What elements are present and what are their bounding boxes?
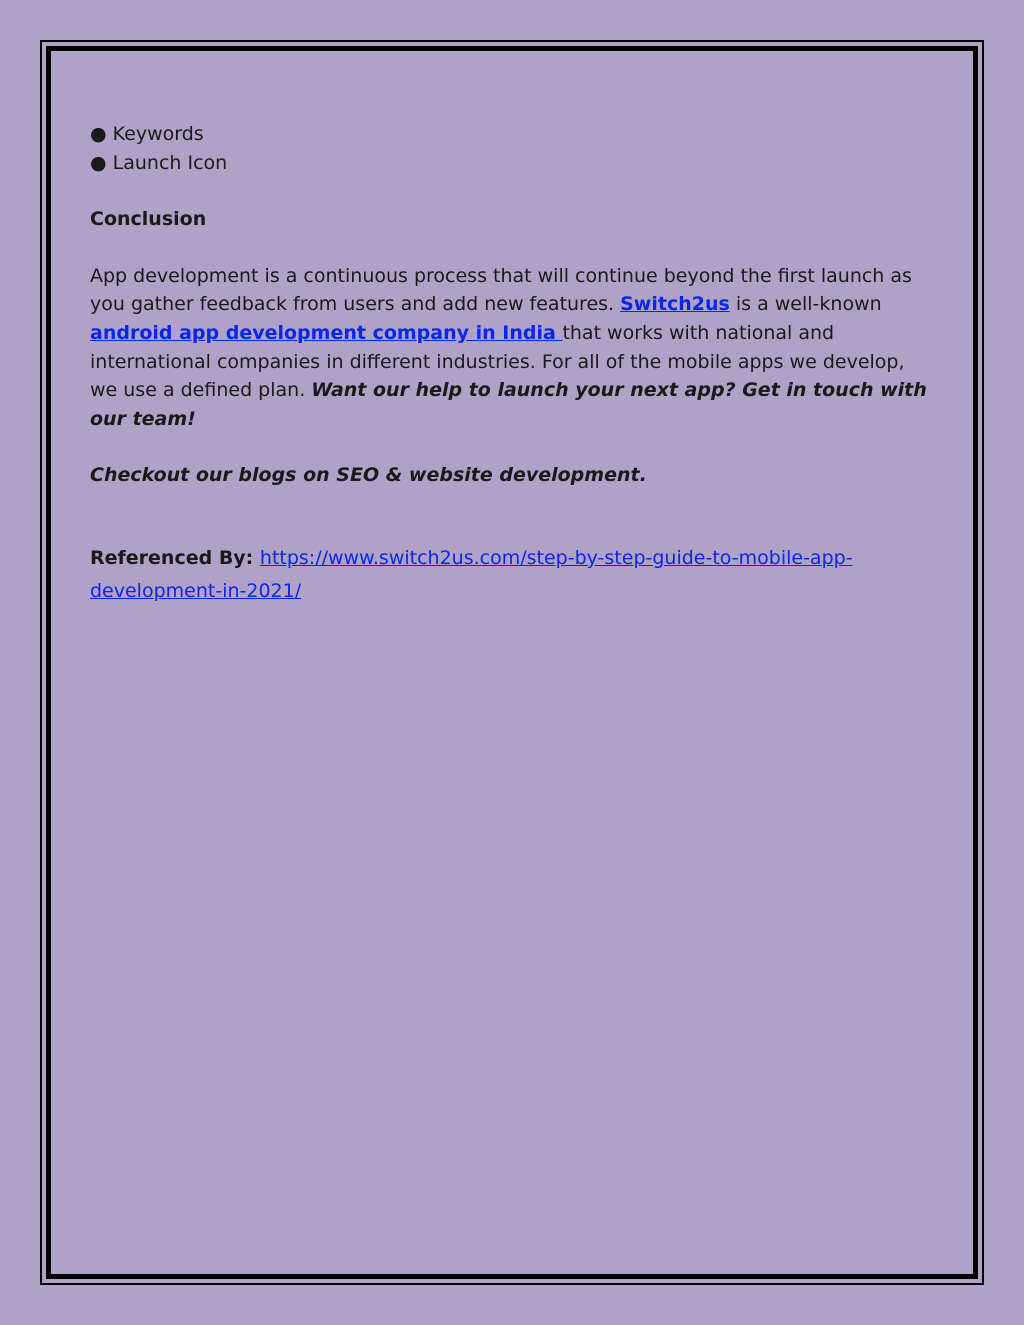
bullet-icon: ● <box>90 151 107 174</box>
conclusion-text-1: App development is a continuous process that will continue beyond the first launch as you gather feedback from users and add new features. <box>90 264 912 316</box>
document-body <box>90 120 930 608</box>
bullet-icon: ● <box>90 123 107 145</box>
reference-url-link[interactable]: https://www.switch2us.com/step-by-step-guide-to-mobile-app-development-in-2021/ <box>90 546 853 602</box>
reference-label: Referenced By: <box>90 546 260 569</box>
checkout-blogs-text: Checkout our blogs on SEO & website development. <box>90 464 647 487</box>
android-company-link[interactable]: android app development company in India <box>90 321 563 344</box>
bullet-text-keywords: Keywords <box>112 123 204 145</box>
conclusion-text-3: that works with national and international companies in different industries. For all of the mobile apps we develop, we use a defined plan. <box>90 321 905 402</box>
list-item <box>90 149 930 178</box>
list-item <box>90 120 930 149</box>
call-to-action: Want our help to launch your next app? Get in touch with our team! <box>90 379 927 430</box>
conclusion-paragraph <box>90 262 930 434</box>
conclusion-text-2: is a well-known <box>729 293 882 316</box>
switch2us-link[interactable]: Switch2us <box>620 293 730 316</box>
reference <box>90 542 930 608</box>
bullet-list <box>90 120 930 177</box>
bullet-text-launch-icon: Launch Icon <box>112 151 228 174</box>
conclusion-heading: Conclusion <box>90 208 207 231</box>
